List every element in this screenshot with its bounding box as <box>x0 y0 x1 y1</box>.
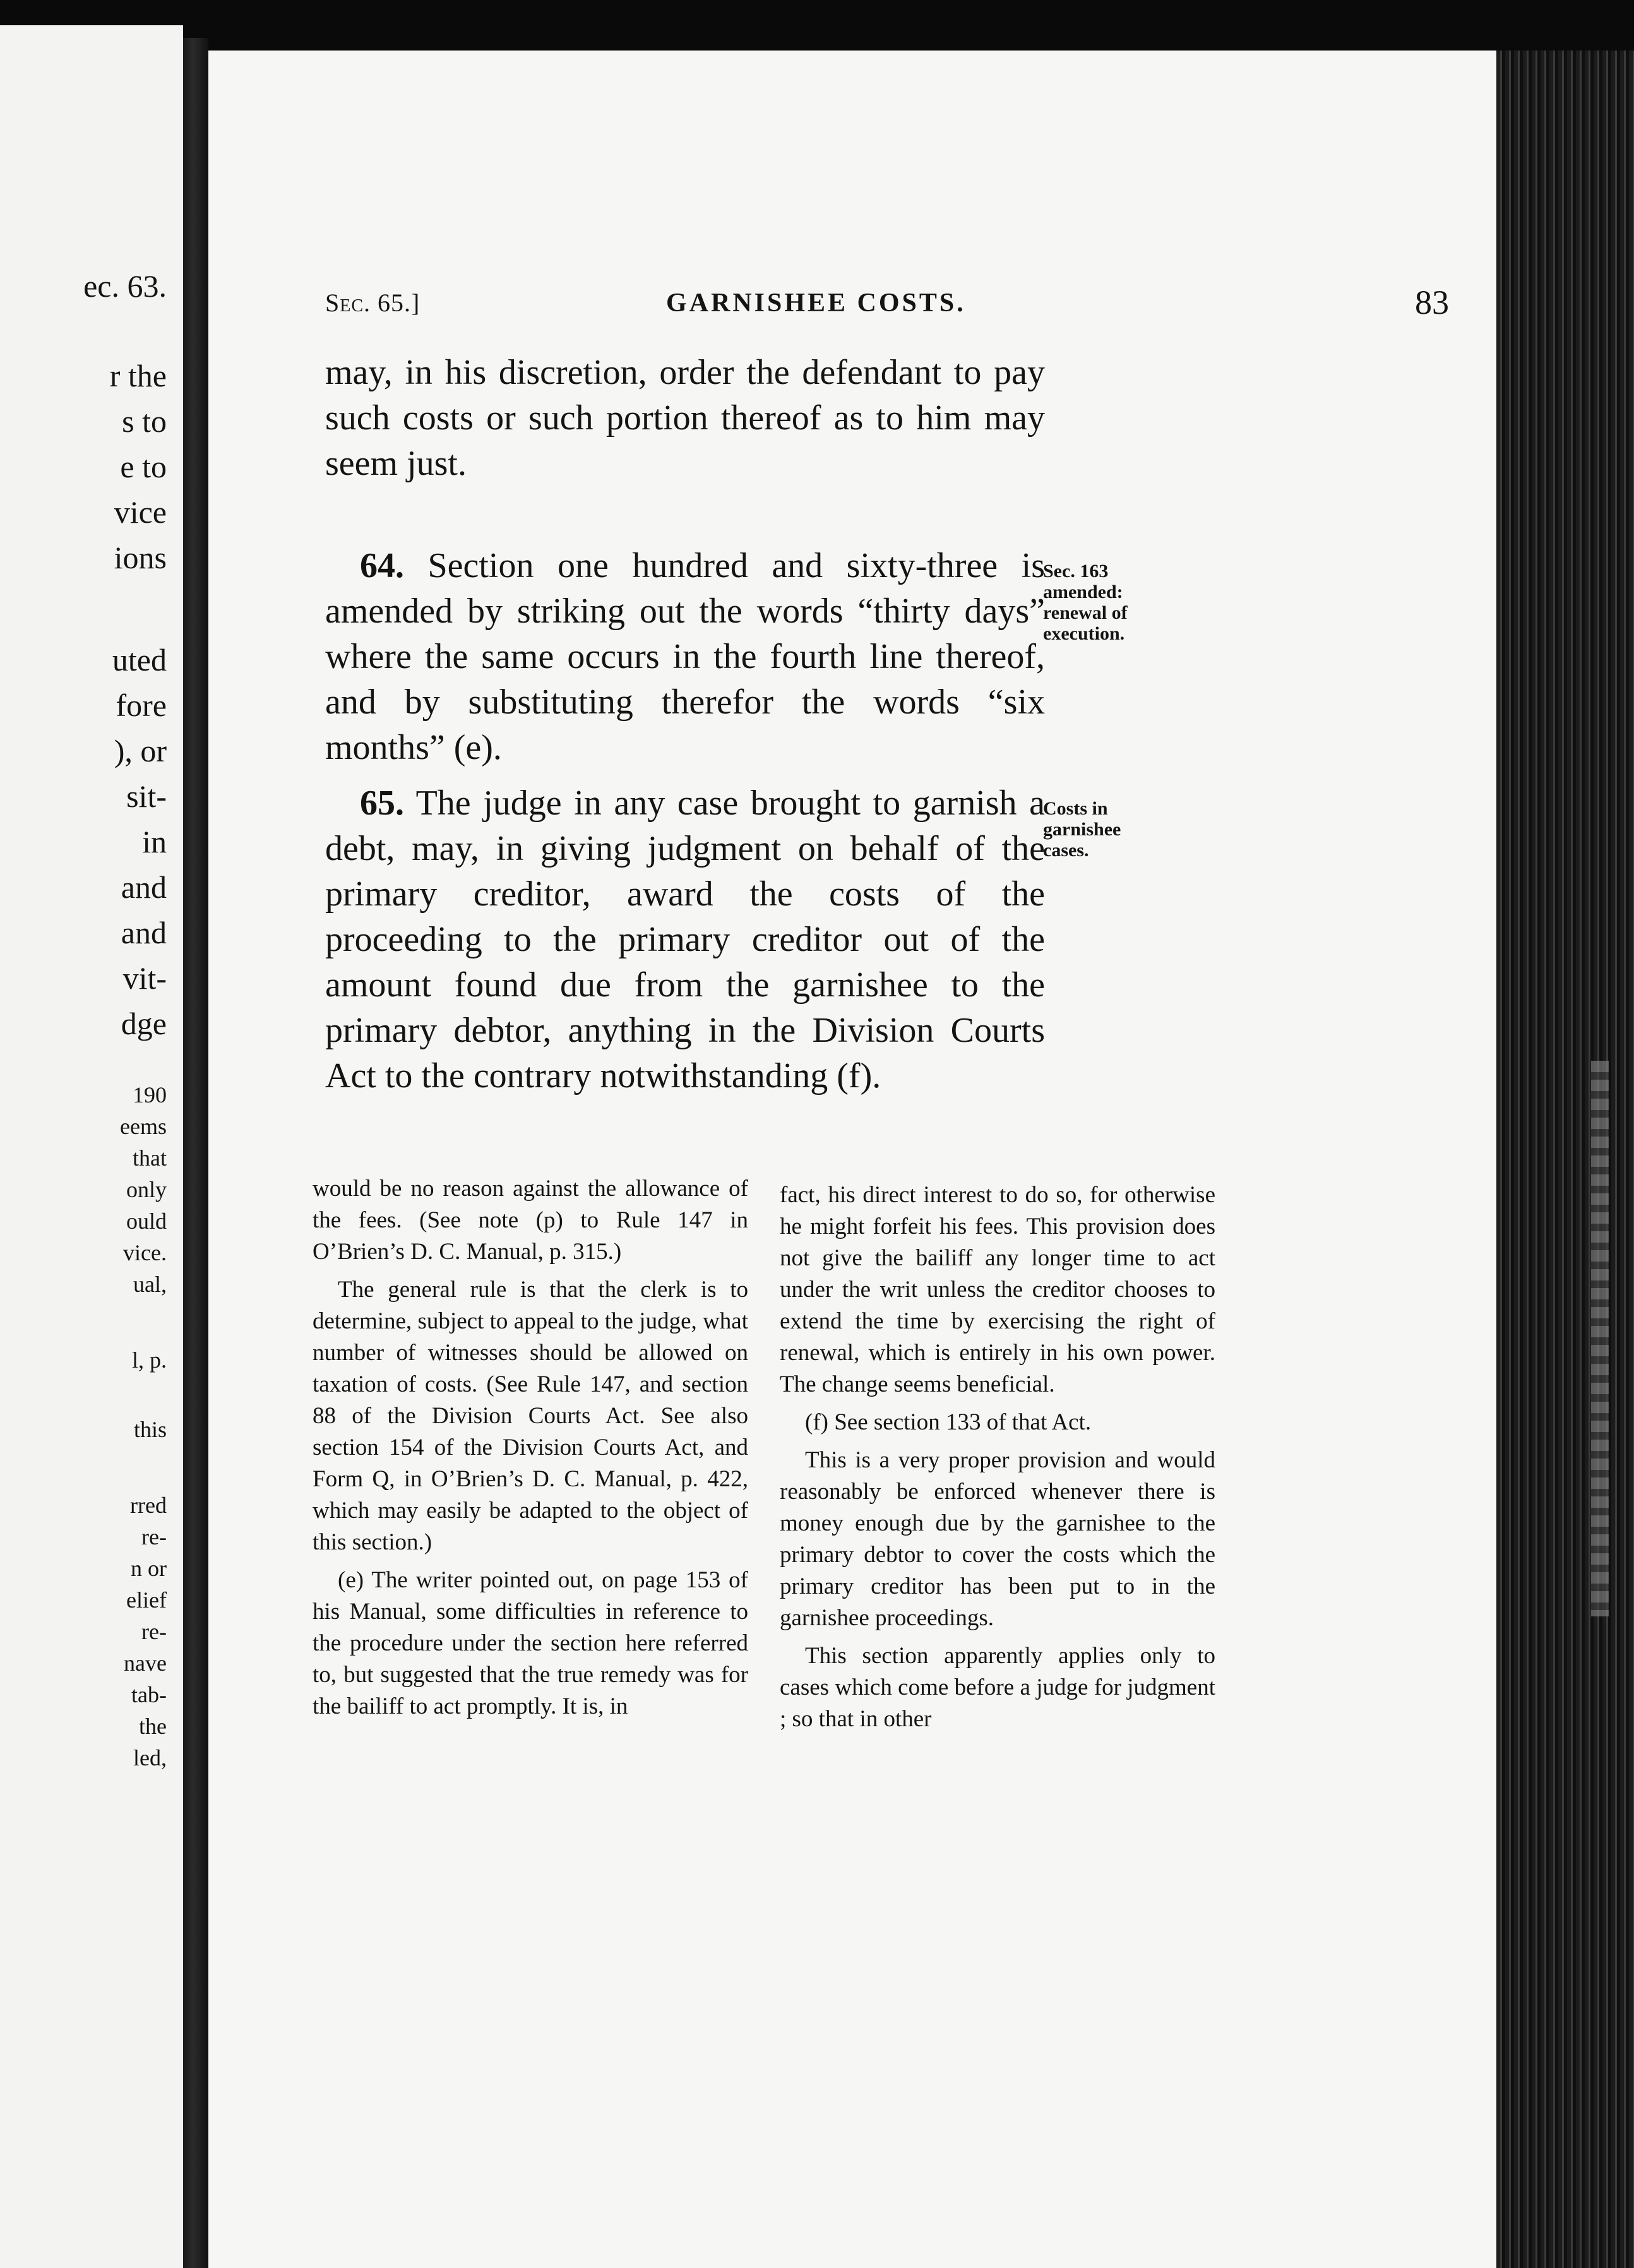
page-number: 83 <box>1415 284 1449 321</box>
left-page-line: that <box>133 1145 167 1171</box>
continued-paragraph: may, in his discretion, order the defendant to pay such costs or such portion thereof as to him may seem just. <box>325 353 1045 483</box>
left-page-line: this <box>133 1417 167 1442</box>
left-page-line: nave <box>124 1650 167 1676</box>
left-page-line: vice. <box>123 1240 167 1265</box>
left-page-line: re- <box>141 1619 167 1644</box>
section-65-text: The judge in any case brought to garnish a debt, may, in giving judgment on behalf of the primary creditor, award the costs of the proceeding to the primary creditor out of the amount found due from the garnishee to the primary debtor, anything in the Division Courts Act to the contrary notwithstanding (f). <box>325 784 1045 1095</box>
left-page-line: ual, <box>133 1272 167 1297</box>
left-page-line: ould <box>126 1209 167 1234</box>
footnote-column-right <box>780 1179 1215 1741</box>
footnote-paragraph: This is a very proper provision and would reasonably be enforced whenever there is money enough due by the garnishee to the primary debtor to cover the costs which the primary creditor has been put to in the garnishee proceedings. <box>780 1447 1215 1631</box>
section-64-number: 64. <box>360 546 404 585</box>
section-64-text: Section one hundred and sixty-three is amended by striking out the words “thirty days” where the same occurs in the fourth line thereof, and by substituting therefor the words “six months” (e). <box>325 546 1046 767</box>
running-head <box>325 283 1449 327</box>
left-page-line: ), or <box>114 733 167 768</box>
left-page-line: elief <box>126 1587 167 1613</box>
left-page-line: dge <box>121 1006 167 1041</box>
left-page-line: eems <box>120 1114 167 1139</box>
left-page-line: r the <box>109 358 167 393</box>
left-page-line: sit- <box>126 779 167 814</box>
left-page-line: tab- <box>131 1682 167 1707</box>
footnote-paragraph: fact, his direct interest to do so, for otherwise he might forfeit his fees. This provision does not give the bailiff any longer time to act under the writ unless the creditor chooses to extend the time by exercising the right of renewal, which is entirely in his own power. The change seems beneficial. <box>780 1182 1215 1397</box>
section-reference: Sec. 65.] <box>325 289 420 317</box>
book-gutter <box>183 38 208 2268</box>
left-page-line: ec. 63. <box>83 268 167 304</box>
spine-stamp <box>1591 1061 1609 1616</box>
footnote-paragraph: This section apparently applies only to cases which come before a judge for judgment ; so that in other <box>780 1643 1215 1732</box>
left-facing-page <box>0 25 183 2268</box>
footnote-paragraph: (e) The writer pointed out, on page 153 of his Manual, some difficulties in reference to the procedure under the section here referred to, but suggested that the true remedy was for the bailiff to act promptly. It is, in <box>313 1567 748 1719</box>
margin-note-64: Sec. 163 amended: renewal of execution. <box>1043 561 1128 644</box>
section-65-number: 65. <box>360 784 404 823</box>
left-page-line: and <box>121 869 167 905</box>
footnote-paragraph: would be no reason against the allowance of the fees. (See note (p) to Rule 147 in O’Brien’s D. C. Manual, p. 315.) <box>313 1176 748 1265</box>
section-64 <box>325 543 1045 770</box>
left-page-line: 190 <box>133 1082 167 1107</box>
left-page-line: fore <box>116 688 167 723</box>
left-page-line: vit- <box>122 960 167 996</box>
left-page-line: s to <box>122 403 167 439</box>
left-page-line: re- <box>141 1524 167 1549</box>
left-page-line: led, <box>133 1745 167 1770</box>
margin-note-65: Costs in garnishee cases. <box>1043 798 1121 861</box>
footnote-paragraph: The general rule is that the clerk is to determine, subject to appeal to the judge, what number of witnesses should be allowed on taxation of costs. (See Rule 147, and section 88 of the Division Courts Act. See also section 154 of the Division Courts Act, and Form Q, in O’Brien’s D. C. Manual, p. 422, which may easily be adapted to the object of this section.) <box>313 1277 748 1555</box>
footnote-paragraph: (f) See section 133 of that Act. <box>805 1409 1092 1435</box>
left-page-line: the <box>139 1714 167 1739</box>
section-65 <box>325 780 1045 1099</box>
left-page-line: only <box>126 1177 167 1202</box>
book-page-edges <box>1496 51 1634 2268</box>
left-page-line: n or <box>131 1556 167 1581</box>
book-page <box>208 51 1496 2268</box>
left-page-line: and <box>121 915 167 950</box>
page-title: GARNISHEE COSTS. <box>666 289 966 318</box>
left-page-line: l, p. <box>131 1347 167 1373</box>
left-page-line: ions <box>114 540 167 575</box>
left-page-line: uted <box>112 642 167 677</box>
left-page-line: e to <box>120 449 167 484</box>
left-page-line: in <box>142 824 167 859</box>
body-text <box>325 350 1045 486</box>
left-page-line: vice <box>114 494 167 530</box>
left-page-line: rred <box>130 1493 167 1518</box>
footnote-column-left <box>313 1173 748 1729</box>
